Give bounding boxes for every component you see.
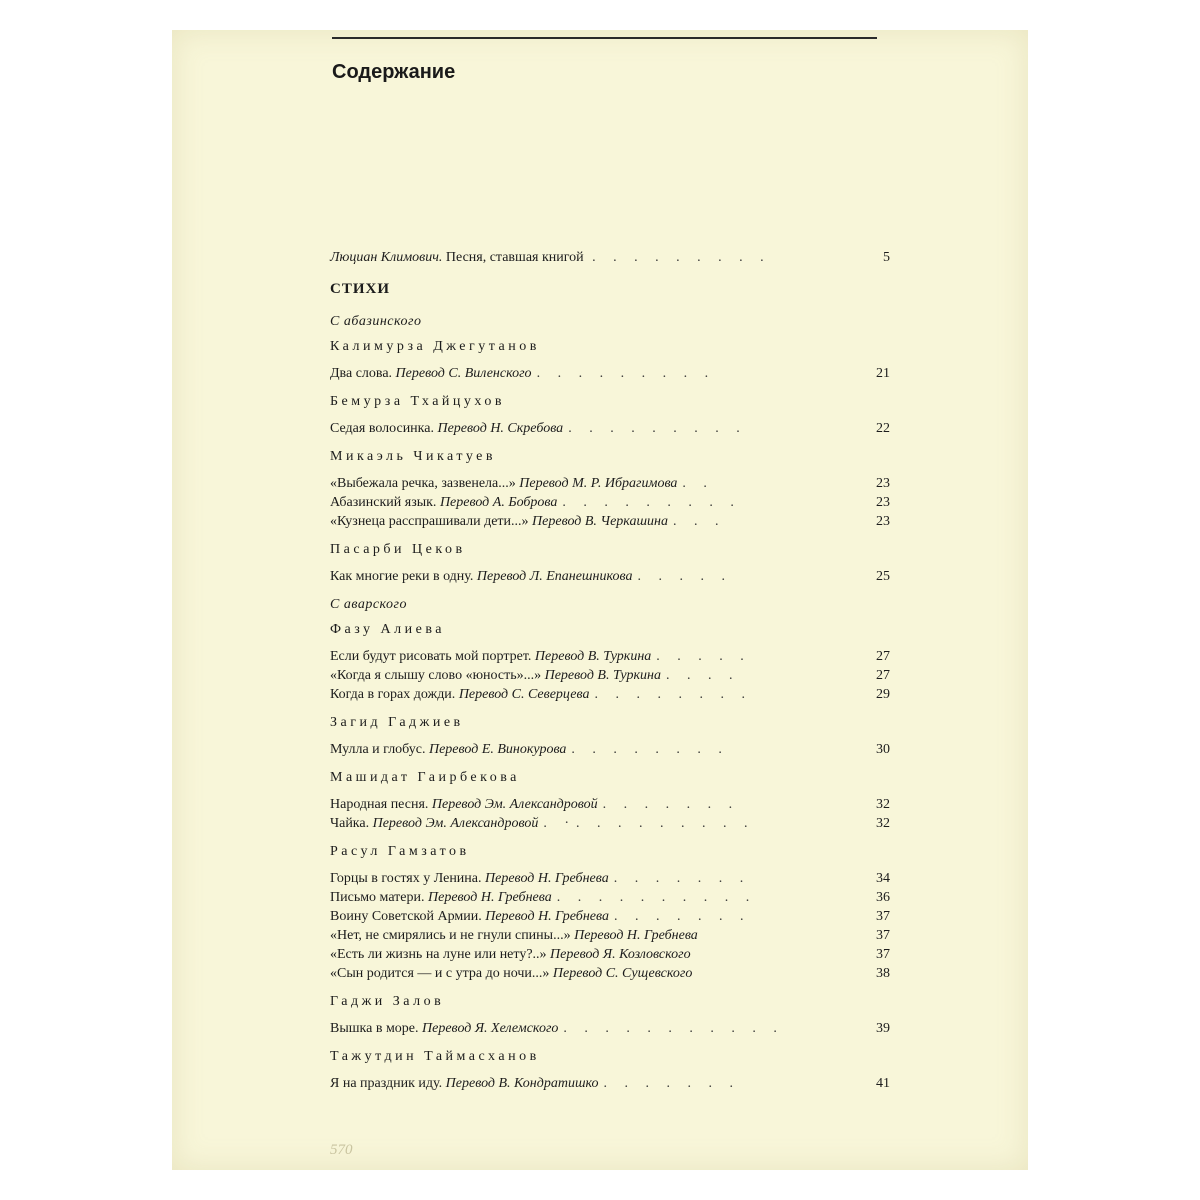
entry-title: «Сын родится — и с утра до ночи...»	[330, 966, 550, 981]
toc-entry	[330, 685, 890, 704]
entry-title: «Выбежала речка, зазвенела...»	[330, 476, 516, 491]
toc-entry	[330, 512, 890, 531]
dot-leader: . . . . . . . . . . .	[563, 1021, 784, 1036]
entry-title: Вышка в море.	[330, 1021, 419, 1036]
toc-entry	[330, 666, 890, 685]
entry-translator: Перевод А. Боброва	[439, 495, 558, 510]
dot-leader: . . . . . . .	[613, 871, 751, 886]
toc-entry	[330, 1019, 890, 1038]
intro-title: Песня, ставшая книгой	[445, 250, 584, 265]
entry-title: Абазинский язык.	[330, 495, 437, 510]
dot-leader	[691, 947, 696, 962]
entry-translator: Перевод М. Р. Ибрагимова	[519, 476, 678, 491]
entry-title: Я на праздник иду.	[330, 1076, 443, 1091]
entry-page-number: 32	[876, 816, 890, 831]
toc-entry	[330, 907, 890, 926]
author-name: Пасарби Цеков	[330, 542, 466, 557]
entry-title: Седая волосинка.	[330, 421, 434, 436]
table-of-contents	[330, 248, 890, 1102]
entry-page-number: 21	[876, 366, 890, 381]
top-rule	[332, 37, 877, 39]
toc-entry	[330, 888, 890, 907]
author-name: Бемурза Тхайцухов	[330, 394, 505, 409]
author-group	[330, 842, 890, 983]
author-name: Машидат Гаирбекова	[330, 770, 520, 785]
intro-page-number: 5	[883, 250, 890, 265]
entry-translator: Перевод В. Туркина	[544, 668, 661, 683]
toc-groups	[330, 312, 890, 1093]
dot-leader: . . . . . . . . .	[562, 495, 741, 510]
dot-leader	[692, 966, 697, 981]
entry-page-number: 34	[876, 871, 890, 886]
dot-leader: . ·. . . . . . . . .	[543, 816, 755, 831]
dot-leader: . . . .	[665, 668, 740, 683]
entry-page-number: 32	[876, 797, 890, 812]
author-group	[330, 312, 890, 383]
dot-leader: . .	[682, 476, 714, 491]
author-group	[330, 595, 890, 704]
entry-page-number: 36	[876, 890, 890, 905]
dot-leader	[698, 928, 703, 943]
entry-translator: Перевод Эм. Александровой	[431, 797, 598, 812]
author-group	[330, 540, 890, 586]
author-group	[330, 1047, 890, 1093]
page-number: 570	[330, 1142, 353, 1158]
section-label: СТИХИ	[330, 281, 391, 297]
entry-page-number: 39	[876, 1021, 890, 1036]
toc-entry	[330, 419, 890, 438]
entry-translator: Перевод В. Туркина	[534, 649, 652, 664]
entry-title: «Кузнеца расспрашивали дети...»	[330, 514, 529, 529]
entry-page-number: 30	[876, 742, 890, 757]
entry-page-number: 37	[876, 909, 890, 924]
dot-leader: . . . . .	[656, 649, 751, 664]
entry-page-number: 25	[876, 569, 890, 584]
entry-title: «Когда я слышу слово «юность»...»	[330, 668, 542, 683]
entry-page-number: 23	[876, 514, 890, 529]
author-group	[330, 768, 890, 833]
entry-page-number: 22	[876, 421, 890, 436]
entry-translator: Перевод В. Черкашина	[532, 514, 668, 529]
entry-title: Мулла и глобус.	[330, 742, 426, 757]
entry-page-number: 27	[876, 649, 890, 664]
dot-leader: . . . . .	[637, 569, 732, 584]
entry-translator: Перевод Я. Козловского	[550, 947, 691, 962]
entry-page-number: 41	[876, 1076, 890, 1091]
author-name: Расул Гамзатов	[330, 844, 470, 859]
dot-leader: . . . . . . .	[613, 909, 751, 924]
entry-page-number: 23	[876, 495, 890, 510]
intro-author: Люциан Климович.	[330, 250, 443, 265]
dot-leader: . . . . . . . . .	[592, 250, 771, 265]
toc-entry	[330, 740, 890, 759]
entry-page-number: 27	[876, 668, 890, 683]
entry-page-number: 37	[876, 947, 890, 962]
author-name: Загид Гаджиев	[330, 715, 464, 730]
source-language: С абазинского	[330, 314, 422, 329]
entry-page-number: 38	[876, 966, 890, 981]
dot-leader: . . . . . . .	[603, 1076, 741, 1091]
author-name: Микаэль Чикатуев	[330, 449, 496, 464]
toc-entry	[330, 567, 890, 586]
toc-entry	[330, 869, 890, 888]
toc-entry	[330, 364, 890, 383]
entry-title: Горцы в гостях у Ленина.	[330, 871, 482, 886]
author-name: Калимурза Джегутанов	[330, 339, 540, 354]
author-group	[330, 392, 890, 438]
entry-translator: Перевод Н. Гребнева	[428, 890, 552, 905]
entry-title: Народная песня.	[330, 797, 429, 812]
entry-title: «Есть ли жизнь на луне или нету?..»	[330, 947, 547, 962]
dot-leader: . . . . . . . .	[571, 742, 729, 757]
entry-title: Письмо матери.	[330, 890, 425, 905]
dot-leader: . . . . . . . .	[594, 687, 752, 702]
author-name: Тажутдин Таймасханов	[330, 1049, 540, 1064]
toc-entry	[330, 1074, 890, 1093]
source-language: С аварского	[330, 597, 408, 612]
author-name: Гаджи Залов	[330, 994, 445, 1009]
entry-translator: Перевод С. Северцева	[458, 687, 590, 702]
entry-translator: Перевод Я. Хелемского	[422, 1021, 559, 1036]
entry-title: Когда в горах дожди.	[330, 687, 456, 702]
author-group	[330, 713, 890, 759]
dot-leader: . . . . . . . . .	[536, 366, 716, 381]
entry-translator: Перевод Эм. Александровой	[372, 816, 539, 831]
dot-leader: . . . . . . . . .	[568, 421, 747, 436]
toc-entry	[330, 945, 890, 964]
toc-entry	[330, 964, 890, 983]
entry-title: «Нет, не смирялись и не гнули спины...»	[330, 928, 571, 943]
entry-page-number: 23	[876, 476, 890, 491]
entry-title: Как многие реки в одну.	[330, 569, 474, 584]
entry-title: Если будут рисовать мой портрет.	[330, 649, 532, 664]
entry-translator: Перевод В. Кондратишко	[445, 1076, 599, 1091]
entry-translator: Перевод Н. Гребнева	[485, 909, 609, 924]
toc-entry	[330, 493, 890, 512]
dot-leader: . . . . . . .	[602, 797, 740, 812]
toc-entry-intro	[330, 248, 890, 267]
entry-title: Воину Советской Армии.	[330, 909, 482, 924]
entry-page-number: 29	[876, 687, 890, 702]
toc-entry	[330, 474, 890, 493]
author-group	[330, 992, 890, 1038]
entry-page-number: 37	[876, 928, 890, 943]
page-heading: Содержание	[332, 61, 456, 83]
entry-translator: Перевод С. Виленского	[395, 366, 532, 381]
entry-translator: Перевод Н. Гребнева	[485, 871, 609, 886]
dot-leader: . . .	[673, 514, 726, 529]
entry-translator: Перевод Е. Винокурова	[428, 742, 567, 757]
toc-entry	[330, 814, 890, 833]
entry-translator: Перевод С. Сущевского	[552, 966, 693, 981]
entry-title: Два слова.	[330, 366, 393, 381]
entry-translator: Перевод Л. Епанешникова	[476, 569, 633, 584]
author-group	[330, 447, 890, 531]
toc-entry	[330, 795, 890, 814]
toc-entry	[330, 926, 890, 945]
entry-translator: Перевод Н. Гребнева	[574, 928, 698, 943]
author-name: Фазу Алиева	[330, 622, 445, 637]
toc-entry	[330, 647, 890, 666]
entry-title: Чайка.	[330, 816, 370, 831]
dot-leader: . . . . . . . . . .	[556, 890, 757, 905]
entry-translator: Перевод Н. Скребова	[437, 421, 564, 436]
book-page	[172, 30, 1028, 1170]
